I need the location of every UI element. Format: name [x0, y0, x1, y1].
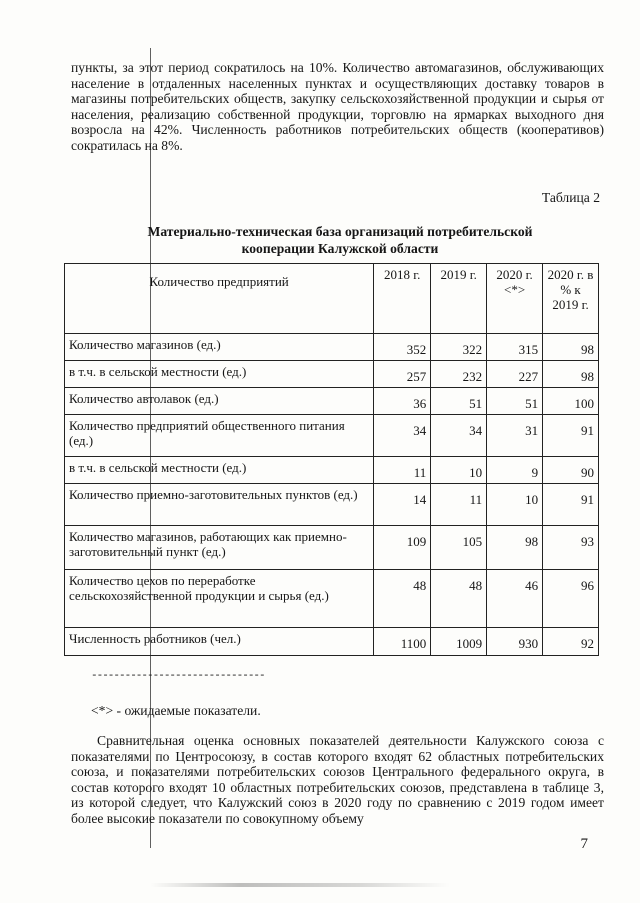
value-2020-cell: 10 — [487, 484, 543, 526]
value-2020-cell: 31 — [487, 415, 543, 457]
percent-cell: 98 — [543, 361, 599, 388]
value-2020-cell: 227 — [487, 361, 543, 388]
percent-cell: 93 — [543, 526, 599, 570]
value-2018-cell: 34 — [374, 415, 431, 457]
row-label-cell: Количество магазинов, работающих как приемно-заготовительный пункт (ед.) — [65, 526, 374, 570]
value-2019-cell: 11 — [431, 484, 487, 526]
value-2019-cell: 232 — [431, 361, 487, 388]
percent-cell: 90 — [543, 457, 599, 484]
table-body — [65, 334, 599, 656]
row-label-cell: Количество цехов по переработке сельскохозяйственной продукции и сырья (ед.) — [65, 570, 374, 628]
value-2018-cell: 257 — [374, 361, 431, 388]
value-2020-cell: 51 — [487, 388, 543, 415]
value-2020-cell: 98 — [487, 526, 543, 570]
table-row — [65, 334, 599, 361]
value-2018-cell: 11 — [374, 457, 431, 484]
percent-cell: 92 — [543, 628, 599, 656]
header-cell: Количество предприятий — [65, 264, 374, 334]
percent-cell: 91 — [543, 484, 599, 526]
value-2018-cell: 1100 — [374, 628, 431, 656]
percent-cell: 98 — [543, 334, 599, 361]
row-label-cell: в т.ч. в сельской местности (ед.) — [65, 361, 374, 388]
row-label-cell: Количество приемно-заготовительных пунктов (ед.) — [65, 484, 374, 526]
table-title-line2: кооперации Калужской области — [241, 241, 439, 256]
value-2020-cell: 930 — [487, 628, 543, 656]
table-row — [65, 484, 599, 526]
table-title — [120, 223, 560, 257]
table-row — [65, 361, 599, 388]
paragraph-bottom: Сравнительная оценка основных показателей деятельности Калужского союза с показателями по Центросоюзу, в состав которого входят 62 областных потребительских союза, и показателями потребительских союзов Центрального федерального округа, в состав которого входят 10 областных потребительских союзов, представлена в таблице 3, из которой следует, что Калужский союз в 2020 году по сравнению с 2019 годом имеет более высокие показатели по совокупному объему — [71, 733, 604, 826]
row-label-cell: Численность работников (чел.) — [65, 628, 374, 656]
value-2020-cell: 9 — [487, 457, 543, 484]
value-2018-cell: 109 — [374, 526, 431, 570]
table-row — [65, 570, 599, 628]
percent-cell: 96 — [543, 570, 599, 628]
table-row — [65, 628, 599, 656]
header-cell: 2019 г. — [431, 264, 487, 334]
value-2019-cell: 51 — [431, 388, 487, 415]
footnote-separator: ------------------------------- — [91, 670, 265, 682]
table-row — [65, 526, 599, 570]
table-title-line1: Материально-техническая база организаций потребительской — [147, 224, 533, 239]
table-caption: Таблица 2 — [541, 190, 600, 205]
table-row — [65, 457, 599, 484]
value-2019-cell: 34 — [431, 415, 487, 457]
table-row — [65, 388, 599, 415]
value-2018-cell: 48 — [374, 570, 431, 628]
percent-cell: 100 — [543, 388, 599, 415]
footnote: <*> - ожидаемые показатели. — [91, 703, 261, 718]
value-2019-cell: 322 — [431, 334, 487, 361]
value-2018-cell: 352 — [374, 334, 431, 361]
table-row — [65, 415, 599, 457]
table-header-row — [65, 264, 599, 334]
page-number: 7 — [580, 836, 588, 852]
row-label-cell: Количество автолавок (ед.) — [65, 388, 374, 415]
scan-artifact — [150, 883, 450, 887]
header-cell: 2020 г. в % к 2019 г. — [543, 264, 599, 334]
paragraph-top: пункты, за этот период сократилось на 10%. Количество автомагазинов, обслуживающих население в отдаленных населенных пунктах и осуществляющих доставку товаров в магазины потребительских обществ, закупку сельскохозяйственной продукции и сырья от населения, реализацию собственной продукции, торговлю на ярмарках выходного дня возросла на 42%. Численность работников потребительских обществ (кооперативов) сократилась на 8%. — [71, 60, 604, 153]
row-label-cell: Количество предприятий общественного питания (ед.) — [65, 415, 374, 457]
row-label-cell: в т.ч. в сельской местности (ед.) — [65, 457, 374, 484]
header-cell: 2018 г. — [374, 264, 431, 334]
value-2018-cell: 36 — [374, 388, 431, 415]
value-2020-cell: 46 — [487, 570, 543, 628]
value-2019-cell: 48 — [431, 570, 487, 628]
row-label-cell: Количество магазинов (ед.) — [65, 334, 374, 361]
value-2018-cell: 14 — [374, 484, 431, 526]
value-2019-cell: 1009 — [431, 628, 487, 656]
value-2019-cell: 105 — [431, 526, 487, 570]
value-2020-cell: 315 — [487, 334, 543, 361]
value-2019-cell: 10 — [431, 457, 487, 484]
header-cell: 2020 г. <*> — [487, 264, 543, 334]
data-table — [64, 263, 599, 656]
percent-cell: 91 — [543, 415, 599, 457]
